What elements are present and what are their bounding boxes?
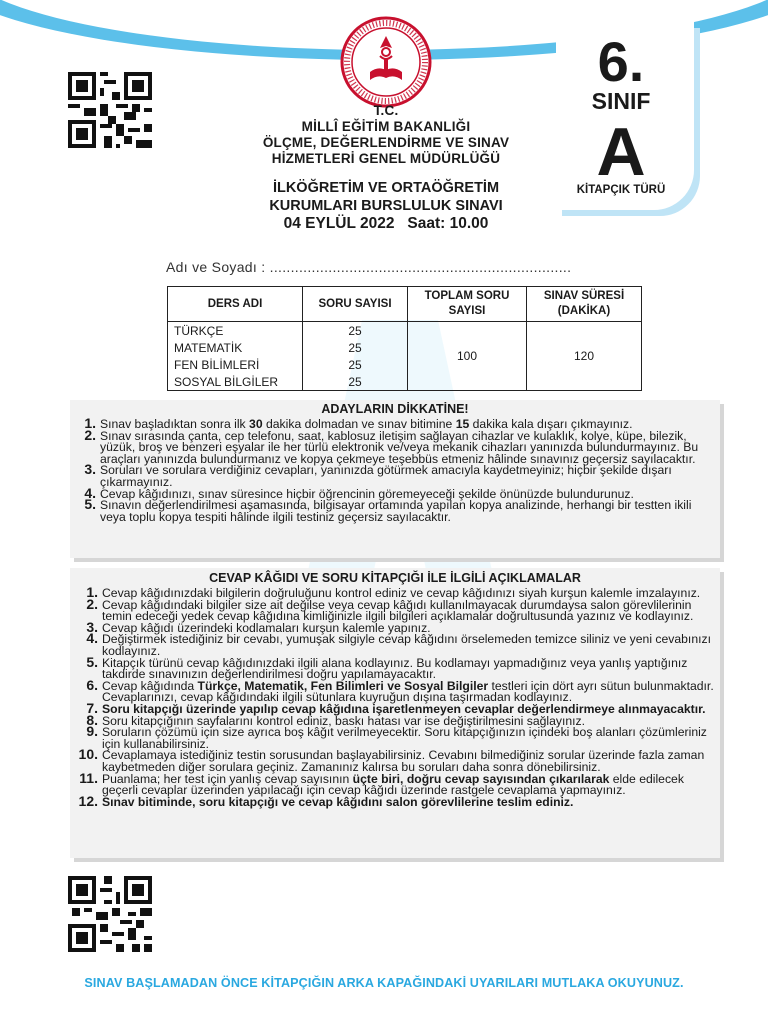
item-bold: 15 — [455, 417, 470, 431]
question-count: 25 — [303, 373, 408, 391]
ministry-line: HİZMETLERİ GENEL MÜDÜRLÜĞÜ — [271, 151, 501, 166]
item-text: Sınav sırasında çanta, cep telefonu, saat, kablosuz iletişim sağlayan cihazlar ve kulaklık, kolye, küpe, bilezik, yüzük, broş ve benzeri eşyalar ile her türlü elektronik ve/veya mekanik cihazları yanınızda bulundurmayınız. Bu araçları yanınızda bulundurmanız ve kopya çekmeye teşebbüs etmeniz hâlinde sınavınız geçersiz sayılacaktır. — [100, 428, 699, 466]
exam-title-line: KURUMLARI BURSLULUK SINAVI — [269, 198, 503, 214]
item-text: Cevap kâğıdınızdaki bilgilerin doğruluğunu kontrol ediniz ve cevap kâğıdınızı siyah kurşun kalemle imzalayınız. — [102, 586, 701, 600]
exam-title-line: İLKÖĞRETİM VE ORTAÖĞRETİM — [272, 180, 500, 196]
item-number: 12. — [78, 792, 98, 809]
ministry-line: MİLLÎ EĞİTİM BAKANLIĞI — [301, 119, 471, 134]
item-number: 10. — [78, 746, 98, 763]
item-number: 8. — [86, 711, 98, 728]
item-number: 5. — [86, 653, 98, 670]
item-text: Cevap kâğıdında — [102, 678, 198, 693]
item-text: elde edilecek geçerli cevaplar üzerinden yapılacağı için cevap kâğıdı üzerinde rastgele cevaplama yapmayınız. — [102, 771, 684, 798]
item-text: Soru kitapçığının sayfalarını kontrol ediniz, baskı hatası var ise değiştirilmesini sağlayınız. — [102, 713, 585, 728]
list-item — [76, 653, 714, 682]
list-item — [76, 769, 714, 798]
item-bold: Soru kitapçığı üzerinde yapılıp cevap kâğıdına işaretlenmeyen cevaplar değerlendirmeye alınmayacaktır. — [102, 701, 706, 716]
item-number: 7. — [86, 699, 98, 716]
ministry-seal-logo — [340, 16, 432, 108]
subjects-table — [167, 286, 642, 391]
ministry-line: T.C. — [373, 103, 399, 118]
item-number: 4. — [84, 484, 96, 501]
grade-number: 6. — [597, 30, 645, 93]
item-number: 1. — [84, 415, 96, 431]
subject-name: FEN BİLİMLERİ — [168, 356, 303, 373]
item-bold: Sınav bitiminde, soru kitapçığı ve cevap kâğıdını salon görevlilerine teslim ediniz. — [102, 794, 574, 809]
question-count: 25 — [303, 339, 408, 356]
column-header: SINAV SÜRESİ (DAKİKA) — [527, 287, 642, 322]
item-bold: Türkçe, Matematik, Fen Bilimleri ve Sosyal Bilgiler — [197, 678, 489, 693]
list-item — [76, 426, 714, 466]
grade-word: SINIF — [591, 88, 651, 114]
item-number: 9. — [86, 723, 98, 740]
item-text: Cevap kâğıdı üzerindeki kodlamaları kurşun kalemle yapınız. — [102, 620, 431, 635]
exam-title — [228, 179, 544, 233]
ministry-line: ÖLÇME, DEĞERLENDİRME VE SINAV — [262, 135, 510, 150]
attention-title: ADAYLARIN DİKKATİNE! — [321, 402, 469, 416]
item-text: dakika kala dışarı çıkmayınız. — [469, 417, 633, 431]
instructions-title: CEVAP KÂĞIDI VE SORU KİTAPÇIĞI İLE İLGİLİ AÇIKLAMALAR — [209, 571, 581, 585]
list-item — [76, 792, 714, 809]
footer-warning: SINAV BAŞLAMADAN ÖNCE KİTAPÇIĞIN ARKA KAPAĞINDAKİ UYARILARI MUTLAKA OKUYUNUZ. — [84, 976, 684, 990]
list-item — [76, 723, 714, 751]
attention-list — [76, 415, 714, 524]
list-item — [76, 676, 714, 705]
item-text: Cevap kâğıdındaki bilgiler size ait değilse veya cevap kâğıdı kullanılmayacak durumdaysa salon görevlilerinin temin edeceği yedek cevap kâğıdına kimliğinizle ilgili bilgileri açıklamalar doğrultusunda yazınız ve kodlayınız. — [102, 597, 694, 624]
question-count: 25 — [303, 322, 408, 340]
item-text: Cevap kâğıdınızı, sınav süresince hiçbir öğrencinin göremeyeceği şekilde önünüzde bulundurunuz. — [100, 486, 634, 501]
list-item — [76, 595, 714, 624]
ministry-heading — [228, 103, 544, 167]
item-bold: üçte biri, doğru cevap sayısından çıkarılarak — [352, 771, 610, 786]
item-text: Soruları ve sorulara verdiğiniz cevapları, yanınızda götürmek amacıyla kaydetmeyiniz; hiçbir şekilde dışarı çıkarmayınız. — [100, 463, 672, 489]
item-text: Soruların çözümü için size ayrıca boş kâğıt verilmeyecektir. Soru kitapçığınızın içindeki boş alanları çözümleriniz için kullanabilirsiniz. — [102, 725, 707, 751]
item-number: 5. — [84, 496, 96, 513]
qr-code-icon — [68, 72, 152, 148]
item-number: 2. — [86, 595, 98, 612]
item-number: 2. — [84, 426, 96, 443]
item-text: Değiştirmek istediğiniz bir cevabı, yumuşak silgiyle cevap kâğıdını örselemeden temizce siliniz ve yeni cevabınızı kodlayınız. — [102, 632, 711, 658]
subject-name: MATEMATİK — [168, 339, 303, 356]
item-text: Sınav başladıktan sonra ilk — [100, 417, 250, 431]
exam-date-time — [228, 215, 544, 233]
subject-name: SOSYAL BİLGİLER — [168, 373, 303, 391]
exam-date: 04 EYLÜL 2022 — [283, 215, 395, 232]
item-text: Sınavın değerlendirilmesi aşamasında, bilgisayar ortamında yapılan kopya analizinde, herhangi bir testten ikili veya toplu kopya tespiti hâlinde ilgili testiniz geçersiz sayılacaktır. — [100, 498, 692, 524]
subject-name: TÜRKÇE — [168, 322, 303, 340]
table-row — [168, 322, 642, 340]
item-number: 3. — [86, 618, 98, 635]
item-number: 1. — [86, 584, 98, 600]
booklet-type-label: KİTAPÇIK TÜRÜ — [576, 184, 666, 196]
item-number: 11. — [79, 769, 98, 786]
item-text: testleri için dört ayrı sütun bulunmaktadır. Cevaplarınızı, cevap kâğıdındaki ilgili sütunlara kuyruğun dışına taşırmadan kodlayınız. — [102, 678, 714, 705]
item-text: Cevaplamaya istediğiniz testin sorusundan başlayabilirsiniz. Cevabını bilmediğiniz sorular üzerinde fazla zaman kaybetmeden diğer sorulara geçiniz. Zamanınız kalırsa bu soruları daha sonra dönebilirsiniz. — [102, 748, 705, 774]
total-questions: 100 — [408, 322, 527, 391]
item-text: Puanlama; her test için yanlış cevap sayısının — [102, 771, 353, 786]
exam-time: Saat: 10.00 — [407, 215, 489, 232]
grade-card — [556, 22, 694, 210]
booklet-type-letter: A — [596, 114, 646, 190]
list-item — [76, 461, 714, 489]
exam-duration: 120 — [527, 322, 642, 391]
qr-code-icon — [68, 876, 152, 952]
column-header: DERS ADI — [168, 287, 303, 322]
list-item — [76, 746, 714, 774]
column-header: SORU SAYISI — [303, 287, 408, 322]
list-item — [76, 496, 714, 524]
instructions-box — [70, 568, 720, 858]
item-number: 4. — [86, 630, 98, 647]
question-count: 25 — [303, 356, 408, 373]
item-text: Kitapçık türünü cevap kâğıdınızdaki ilgili alana kodlayınız. Bu kodlamayı yapmadığınız veya yanlış yaptığınız takdirde sınavınızın değerlendirilmesi doğru yapılamayacaktır. — [102, 655, 688, 682]
item-bold: 30 — [249, 417, 263, 431]
instructions-list — [76, 584, 714, 809]
item-text: dakika dolmadan ve sınav bitimine — [262, 417, 456, 431]
name-field[interactable]: Adı ve Soyadı : ........................................................................ — [166, 259, 572, 275]
list-item — [76, 630, 714, 658]
item-number: 6. — [86, 676, 98, 693]
item-number: 3. — [84, 461, 96, 478]
attention-box — [70, 400, 720, 558]
column-header: TOPLAM SORU SAYISI — [408, 287, 527, 322]
